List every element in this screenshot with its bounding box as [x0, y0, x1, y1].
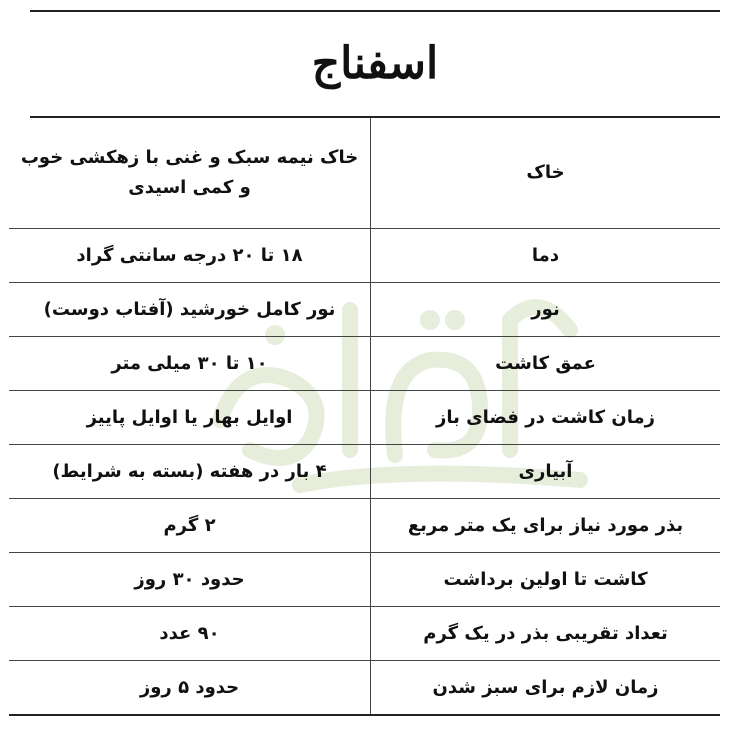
row-value: ۲ گرم — [9, 499, 371, 553]
row-value: خاک نیمه سبک و غنی با زهکشی خوب و کمی اسیدی — [9, 118, 371, 229]
row-label: آبیاری — [371, 445, 721, 499]
row-value: حدود ۳۰ روز — [9, 553, 371, 607]
table-row-planting-depth — [9, 337, 720, 391]
row-label: خاک — [371, 118, 721, 229]
row-label: عمق کاشت — [371, 337, 721, 391]
row-value: ۹۰ عدد — [9, 607, 371, 661]
row-value: ۱۸ تا ۲۰ درجه سانتی گراد — [9, 229, 371, 283]
table-row-germination-time — [9, 661, 720, 716]
row-label: بذر مورد نیاز برای یک متر مربع — [371, 499, 721, 553]
row-value: نور کامل خورشید (آفتاب دوست) — [9, 283, 371, 337]
row-label: نور — [371, 283, 721, 337]
table-row-seeds-per-gram — [9, 607, 720, 661]
table-row-watering — [9, 445, 720, 499]
table-row-outdoor-planting-time — [9, 391, 720, 445]
row-label: کاشت تا اولین برداشت — [371, 553, 721, 607]
table-row-soil — [9, 118, 720, 229]
row-label: زمان لازم برای سبز شدن — [371, 661, 721, 716]
page-title: اسفناج — [311, 38, 439, 89]
table-row-light — [9, 283, 720, 337]
row-value: ۱۰ تا ۳۰ میلی متر — [9, 337, 371, 391]
title-bar — [30, 10, 720, 118]
row-label: تعداد تقریبی بذر در یک گرم — [371, 607, 721, 661]
row-value: اوایل بهار یا اوایل پاییز — [9, 391, 371, 445]
table-row-seed-per-square-meter — [9, 499, 720, 553]
spinach-sheet — [20, 10, 720, 716]
row-value: حدود ۵ روز — [9, 661, 371, 716]
growing-info-table — [9, 118, 720, 716]
row-label: زمان کاشت در فضای باز — [371, 391, 721, 445]
row-label: دما — [371, 229, 721, 283]
row-value: ۴ بار در هفته (بسته به شرایط) — [9, 445, 371, 499]
table-row-temperature — [9, 229, 720, 283]
table-row-planting-to-harvest — [9, 553, 720, 607]
